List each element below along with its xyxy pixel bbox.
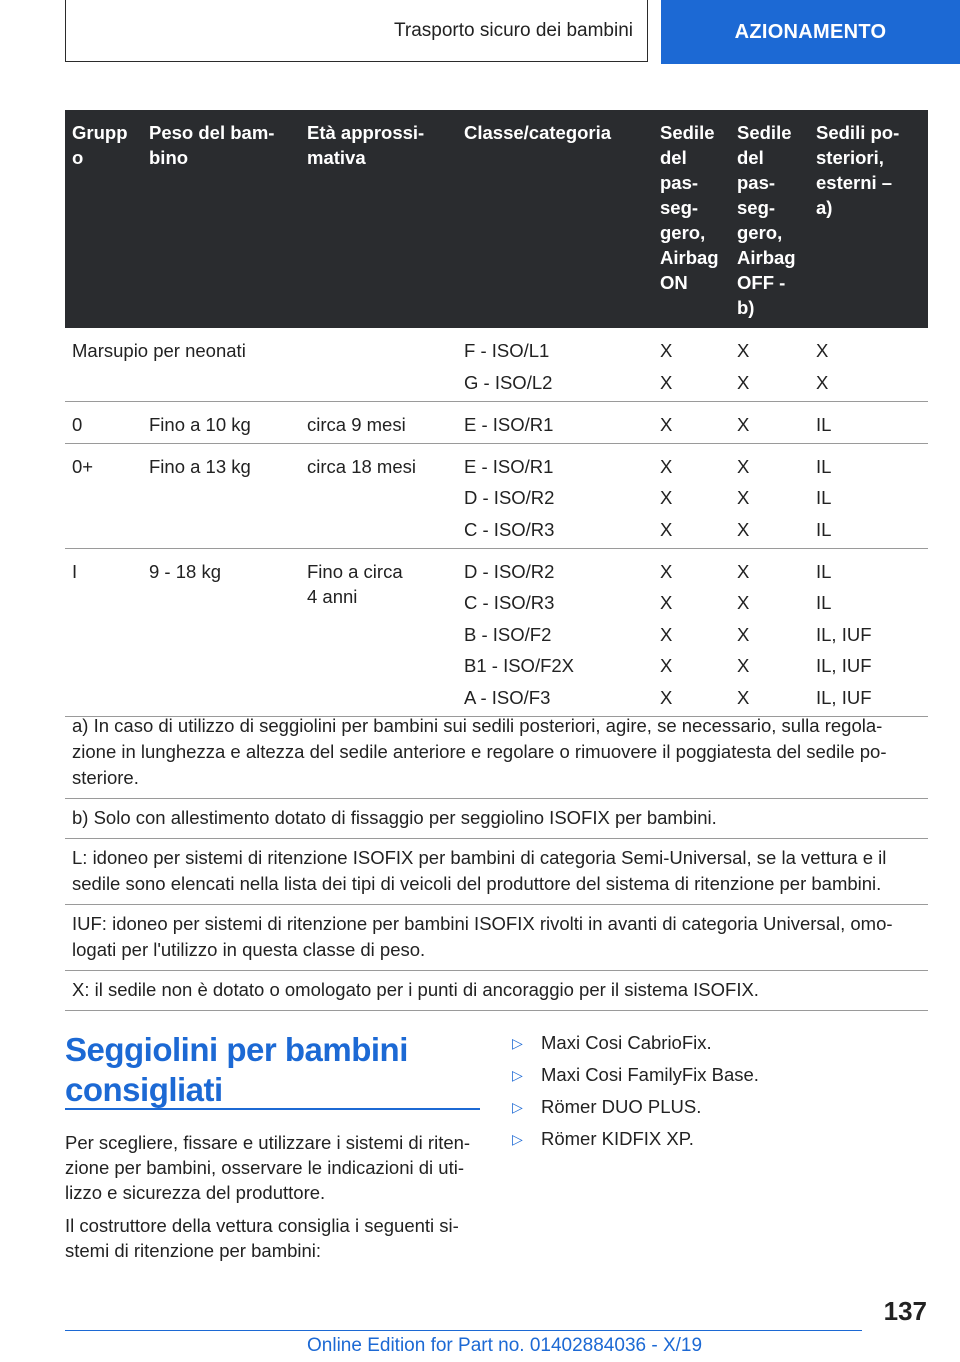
list-item xyxy=(512,1094,932,1126)
cell-age-text: Fino a circa 4 anni xyxy=(307,560,403,607)
cell-class-value: E - ISO/R1 xyxy=(464,413,554,435)
cell-group xyxy=(65,548,142,716)
cell-airbag-on-value: X xyxy=(660,655,673,676)
cell-airbag-on-value: X xyxy=(660,413,673,435)
cell-airbag-on xyxy=(653,548,730,716)
cell-weight-text: Fino a 10 kg xyxy=(149,413,251,435)
cell-weight-text: Fino a 13 kg xyxy=(149,455,251,477)
cell-rear-value: IL xyxy=(816,455,832,477)
table-row xyxy=(65,401,928,443)
table-header-row xyxy=(65,110,928,328)
section-paragraph: Per scegliere, fissare e utilizzare i sistemi di riten- zione per bambini, osservare le indicazioni di uti- lizzo e sicurezza del produttore. xyxy=(65,1132,471,1203)
col-header-airbag-off: Sedile del pas- seg- gero, Airbag OFF - b) xyxy=(730,110,809,328)
cell-airbag-off xyxy=(730,401,809,443)
cell-rear xyxy=(809,328,928,401)
table-note xyxy=(65,707,928,799)
cell-class xyxy=(457,548,653,716)
footer-rule xyxy=(65,1330,862,1331)
cell-rear-value: IL, IUF xyxy=(816,655,872,676)
cell-rear-value: IL, IUF xyxy=(816,686,872,708)
cell-group-text: I xyxy=(72,560,78,582)
table-row xyxy=(65,328,928,401)
list-item-text: Römer DUO PLUS. xyxy=(541,1096,702,1117)
cell-age xyxy=(300,401,457,443)
cell-airbag-on-value: X xyxy=(660,518,673,540)
cell-weight xyxy=(142,548,300,716)
cell-group xyxy=(65,443,142,548)
cell-rear-value: IL xyxy=(816,413,832,435)
cell-rear-value: X xyxy=(816,340,829,361)
cell-class-value: B1 - ISO/F2X xyxy=(464,655,575,676)
cell-airbag-off-value: X xyxy=(737,655,750,676)
cell-rear xyxy=(809,443,928,548)
cell-airbag-on xyxy=(653,443,730,548)
col-header-class: Classe/categoria xyxy=(457,110,653,328)
cell-class xyxy=(457,443,653,548)
cell-airbag-off-value: X xyxy=(737,455,750,477)
col-header-weight: Peso del bam- bino xyxy=(142,110,300,328)
list-item xyxy=(512,1062,932,1094)
cell-age xyxy=(300,548,457,716)
table-row xyxy=(65,443,928,548)
footer-edition: Online Edition for Part no. 01402884036 - X/19 xyxy=(307,1335,703,1356)
table-note-text: X: il sedile non è dotato o omologato per i punti di ancoraggio per il sistema ISOFIX. xyxy=(72,979,759,1000)
col-header-age: Età approssi- mativa xyxy=(300,110,457,328)
header-section-title: Trasporto sicuro dei bambini xyxy=(393,19,633,41)
cell-airbag-on-value: X xyxy=(660,623,673,645)
header-chapter-tab xyxy=(661,0,960,64)
table-note-text: IUF: idoneo per sistemi di ritenzione per bambini ISOFIX rivolti in avanti di categoria Universal, omo- logati per l'utilizzo in questa classe di peso. xyxy=(72,913,893,960)
cell-airbag-on-value: X xyxy=(660,455,673,477)
triangle-bullet-icon: ▷ xyxy=(512,1035,523,1051)
cell-airbag-off-value: X xyxy=(737,623,750,645)
cell-airbag-off-value: X xyxy=(737,340,750,361)
cell-rear xyxy=(809,401,928,443)
cell-group-text: 0 xyxy=(72,413,83,435)
isofix-table xyxy=(65,110,928,717)
cell-weight-text: 9 - 18 kg xyxy=(149,560,221,582)
table-note-text: b) Solo con allestimento dotato di fissaggio per seggiolino ISOFIX per bambini. xyxy=(72,807,717,828)
cell-airbag-off-value: X xyxy=(737,686,750,708)
recommended-seats-list xyxy=(512,1030,932,1158)
section-title-rule xyxy=(65,1108,480,1110)
cell-airbag-off-value: X xyxy=(737,371,750,393)
cell-class-value: B - ISO/F2 xyxy=(464,623,552,645)
cell-group xyxy=(65,401,142,443)
table-note-text: a) In caso di utilizzo di seggiolini per bambini sui sedili posteriori, agire, se necessario, sulla regola- zione in lunghezza e altezza del sedile anteriore e regolare o rimuovere il poggiatesta del sedile po- steriore. xyxy=(72,715,887,788)
cell-class-value: D - ISO/R2 xyxy=(464,487,555,508)
cell-airbag-on xyxy=(653,401,730,443)
header-chapter-label: AZIONAMENTO xyxy=(734,20,887,43)
cell-group-text: Marsupio per neonati xyxy=(72,340,246,361)
section-title: Seggiolini per bambini consigliati xyxy=(65,1031,408,1108)
cell-airbag-off xyxy=(730,548,809,716)
list-item-text: Maxi Cosi FamilyFix Base. xyxy=(541,1064,759,1085)
cell-airbag-off-value: X xyxy=(737,413,750,435)
cell-class-value: D - ISO/R2 xyxy=(464,560,555,582)
cell-airbag-on-value: X xyxy=(660,592,673,613)
section-paragraph: Il costruttore della vettura consiglia i seguenti si- stemi di ritenzione per bambini: xyxy=(65,1215,459,1261)
cell-airbag-off-value: X xyxy=(737,592,750,613)
cell-airbag-off-value: X xyxy=(737,518,750,540)
table-notes xyxy=(65,707,928,1011)
cell-rear-value: IL xyxy=(816,592,832,613)
cell-airbag-on xyxy=(653,328,730,401)
cell-class-value: F - ISO/L1 xyxy=(464,340,550,361)
cell-airbag-off xyxy=(730,443,809,548)
cell-class-value: C - ISO/R3 xyxy=(464,518,555,540)
cell-rear-value: IL, IUF xyxy=(816,623,872,645)
cell-class-value: G - ISO/L2 xyxy=(464,371,553,393)
cell-airbag-on-value: X xyxy=(660,371,673,393)
cell-class-value: A - ISO/F3 xyxy=(464,686,551,708)
cell-airbag-on-value: X xyxy=(660,686,673,708)
cell-airbag-on-value: X xyxy=(660,487,673,508)
cell-airbag-on-value: X xyxy=(660,560,673,582)
cell-airbag-on-value: X xyxy=(660,340,673,361)
cell-airbag-off xyxy=(730,328,809,401)
list-item xyxy=(512,1126,932,1158)
table-note xyxy=(65,799,928,839)
cell-age-text: circa 9 mesi xyxy=(307,413,406,435)
triangle-bullet-icon: ▷ xyxy=(512,1067,523,1083)
cell-class xyxy=(457,401,653,443)
cell-class xyxy=(457,328,653,401)
table-note xyxy=(65,905,928,971)
cell-group-text: 0+ xyxy=(72,455,94,477)
table-row xyxy=(65,548,928,716)
header-section-title-box xyxy=(65,0,648,62)
cell-class-value: C - ISO/R3 xyxy=(464,592,555,613)
cell-rear-value: IL xyxy=(816,487,832,508)
col-header-airbag-on: Sedile del pas- seg- gero, Airbag ON xyxy=(653,110,730,328)
cell-rear-value: X xyxy=(816,371,829,393)
cell-group xyxy=(65,328,457,401)
table-note-text: L: idoneo per sistemi di ritenzione ISOFIX per bambini di categoria Semi-Universal, se la vettura e il sedile sono elencati nella lista dei tipi di veicoli del produttore del sistema di ritenzione per bambini. xyxy=(72,847,887,894)
table-note xyxy=(65,839,928,905)
col-header-group: Grupp o xyxy=(65,110,142,328)
page-number: 137 xyxy=(883,1296,927,1326)
list-item-text: Römer KIDFIX XP. xyxy=(541,1128,694,1149)
cell-airbag-off-value: X xyxy=(737,487,750,508)
cell-class-value: E - ISO/R1 xyxy=(464,455,554,477)
triangle-bullet-icon: ▷ xyxy=(512,1099,523,1115)
table-note xyxy=(65,971,928,1011)
cell-age xyxy=(300,443,457,548)
cell-rear-value: IL xyxy=(816,518,832,540)
cell-rear xyxy=(809,548,928,716)
cell-weight xyxy=(142,443,300,548)
cell-airbag-off-value: X xyxy=(737,560,750,582)
list-item-text: Maxi Cosi CabrioFix. xyxy=(541,1032,712,1053)
cell-weight xyxy=(142,401,300,443)
list-item xyxy=(512,1030,932,1062)
section-body xyxy=(65,1130,480,1271)
cell-rear-value: IL xyxy=(816,560,832,582)
cell-age-text: circa 18 mesi xyxy=(307,455,416,477)
col-header-rear: Sedili po- steriori, esterni – a) xyxy=(809,110,928,328)
triangle-bullet-icon: ▷ xyxy=(512,1131,523,1147)
